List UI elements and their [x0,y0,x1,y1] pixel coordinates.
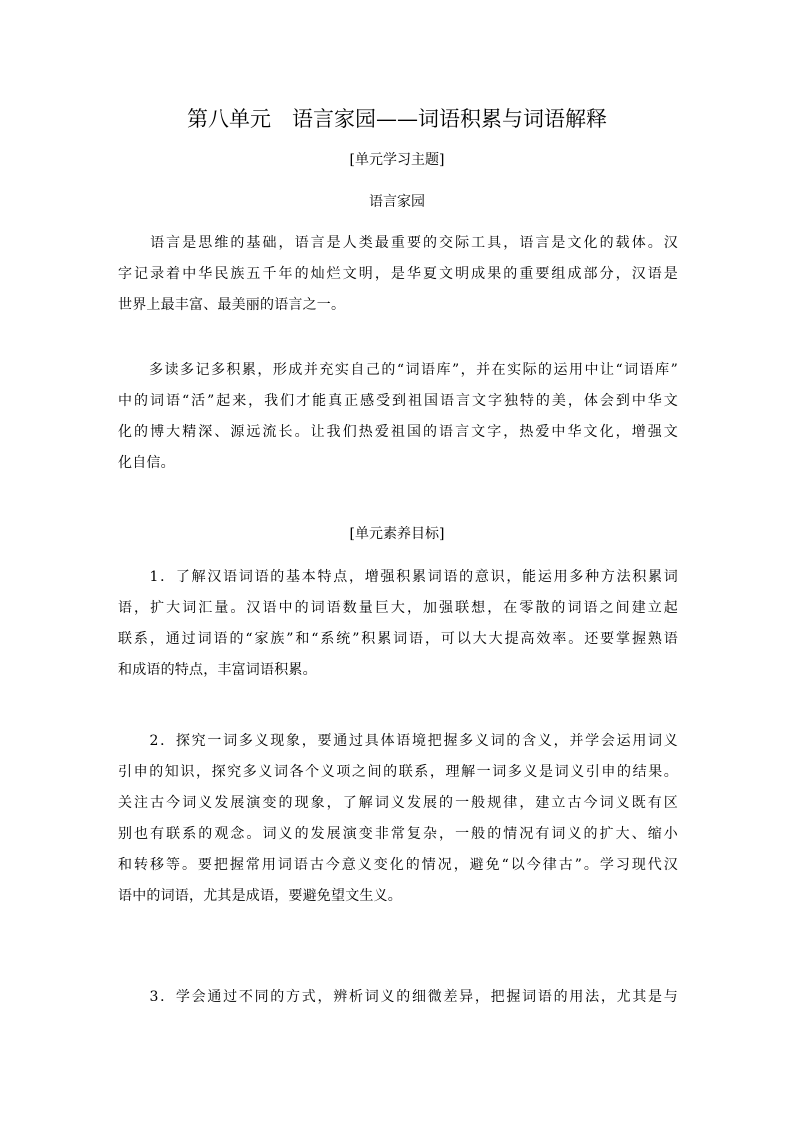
text-line: 别也有联系的观念。词义的发展演变非常复杂，一般的情况有词义的扩大、缩小 [118,826,678,842]
text-line: 世界上最丰富、最美丽的语言之一。 [118,297,346,313]
text-line: 1．了解汉语词语的基本特点，增强积累词语的意识，能运用多种方法积累词 [118,569,678,585]
section-heading-literacy-goals: [单元素养目标] [349,526,445,542]
text-line: 联系，通过词语的“家族”和“系统”积累词语，可以大大提高效率。还要掌握熟语 [118,631,678,647]
text-line: 语中的词语，尤其是成语，要避免望文生义。 [118,888,402,904]
text-line: 和成语的特点，丰富词语积累。 [118,662,317,678]
text-line: 3．学会通过不同的方式，辨析词义的细微差异，把握词语的用法，尤其是与 [118,989,678,1005]
document-title: 第八单元 语言家园——词语积累与词语解释 [187,107,607,131]
text-line: 化的博大精深、源远流长。让我们热爱祖国的语言文字，热爱中华文化，增强文 [118,424,678,440]
paragraph-goal-1 [118,567,678,691]
text-line: 多读多记多积累，形成并充实自己的“词语库”，并在实际的运用中让“词语库” [118,362,678,378]
paragraph-goal-2 [118,731,678,917]
section-heading-learning-theme: [单元学习主题] [349,152,445,168]
paragraph-vocabulary-accumulation [118,360,678,484]
section-subheading-language-home: 语言家园 [369,194,425,210]
paragraph-language-intro [118,233,678,326]
text-line: 中的词语“活”起来，我们才能真正感受到祖国语言文字独特的美，体会到中华文 [118,393,678,409]
text-line: 引申的知识，探究多义词各个义项之间的联系，理解一词多义是词义引申的结果。 [118,764,678,780]
text-line: 和转移等。要把握常用词语古今意义变化的情况，避免“以今律古”。学习现代汉 [118,857,678,873]
text-line: 语，扩大词汇量。汉语中的词语数量巨大，加强联想，在零散的词语之间建立起 [118,600,678,616]
text-line: 化自信。 [118,455,175,471]
text-line: 2．探究一词多义现象，要通过具体语境把握多义词的含义，并学会运用词义 [118,733,678,749]
text-line: 语言是思维的基础，语言是人类最重要的交际工具，语言是文化的载体。汉 [118,235,678,251]
text-line: 字记录着中华民族五千年的灿烂文明，是华夏文明成果的重要组成部分，汉语是 [118,266,678,282]
paragraph-goal-3 [118,987,678,1018]
text-line: 关注古今词义发展演变的现象，了解词义发展的一般规律，建立古今词义既有区 [118,795,678,811]
